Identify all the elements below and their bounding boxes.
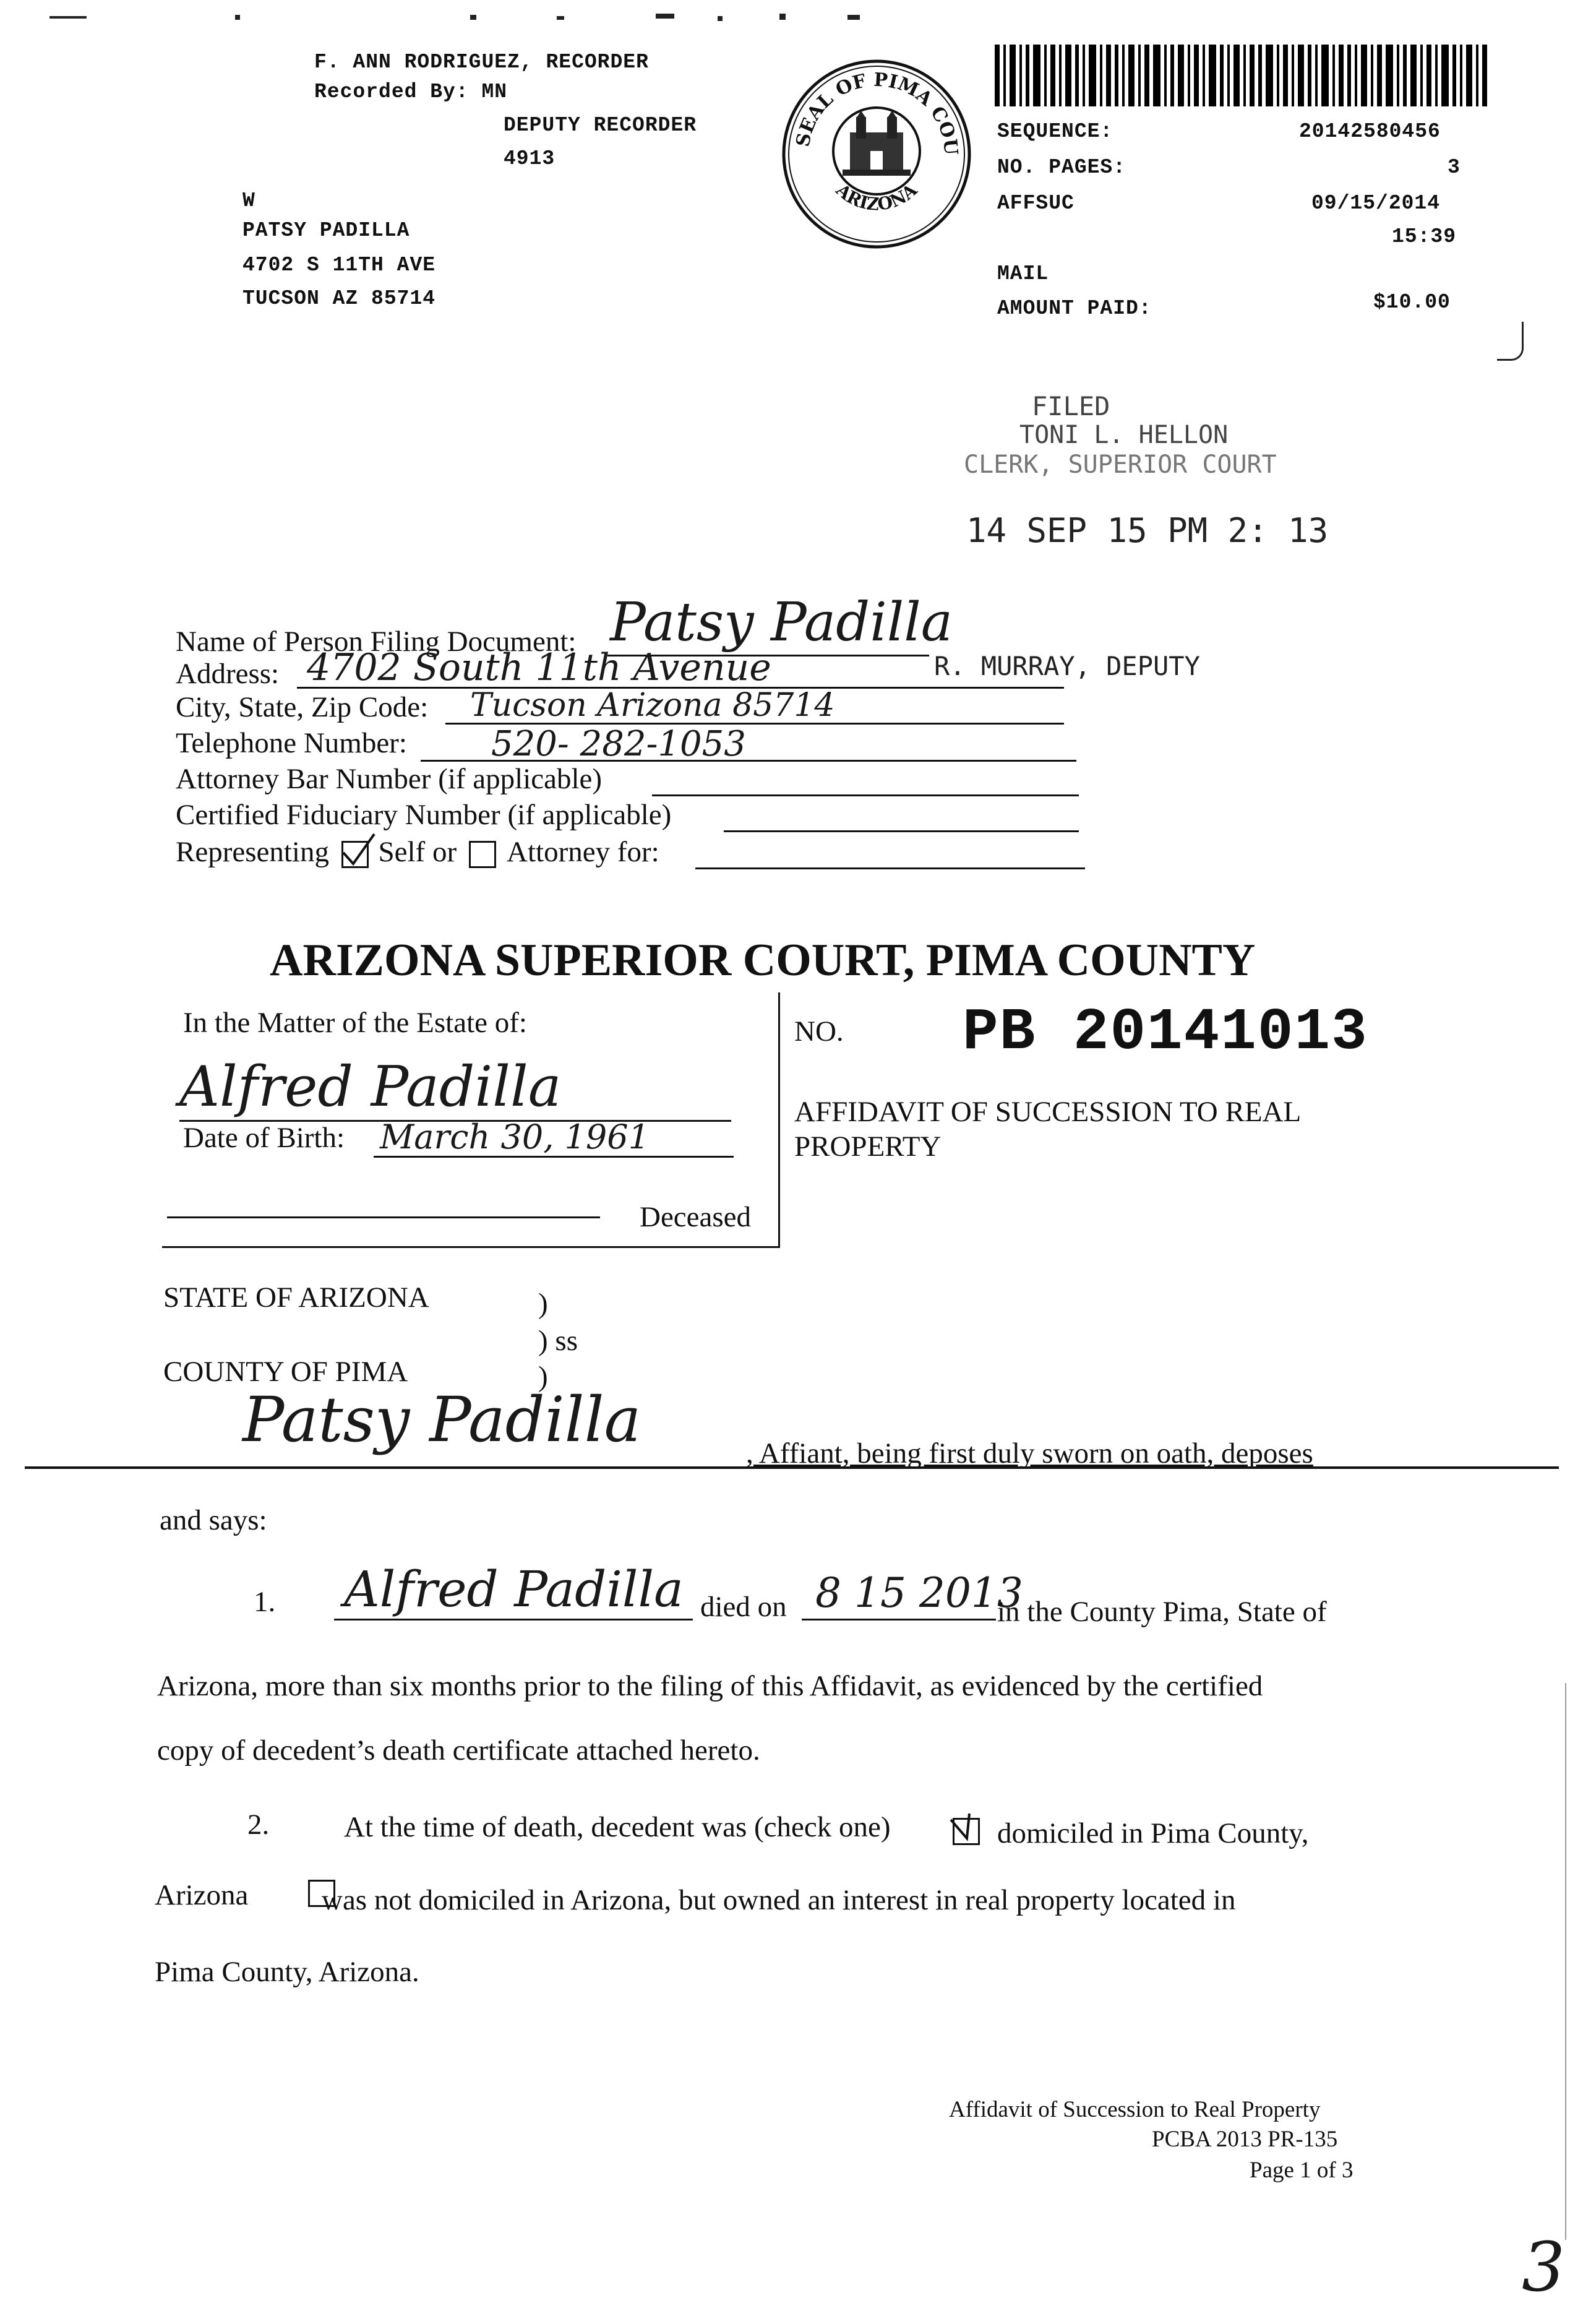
venue-paren1: ) bbox=[538, 1288, 548, 1320]
decedent-name: Alfred Padilla bbox=[179, 1054, 562, 1119]
filer-phone-value: 520- 282-1053 bbox=[491, 724, 746, 764]
filer-phone-line bbox=[421, 760, 1076, 762]
svg-text:ARIZONA bbox=[831, 179, 921, 215]
filed-stamp-line3: CLERK, SUPERIOR COURT bbox=[964, 450, 1277, 479]
footer-line3: Page 1 of 3 bbox=[1250, 2158, 1353, 2183]
filer-phone-label: Telephone Number: bbox=[176, 727, 407, 759]
seal-top-text: SEAL OF PIMA COU bbox=[792, 69, 962, 157]
barcode bbox=[995, 45, 1490, 106]
matter-label: In the Matter of the Estate of: bbox=[183, 1007, 527, 1039]
dob-value: March 30, 1961 bbox=[380, 1117, 650, 1156]
attorney-bar-line bbox=[652, 794, 1079, 796]
recorder-name: F. ANN RODRIGUEZ, RECORDER bbox=[314, 51, 649, 74]
w-mark: W bbox=[242, 189, 255, 212]
scan-margin-line bbox=[1565, 1683, 1566, 2240]
recorded-by: Recorded By: MN bbox=[314, 80, 508, 103]
pages-value: 3 bbox=[1448, 156, 1461, 179]
dob-label: Date of Birth: bbox=[183, 1122, 345, 1154]
filer-name-label: Name of Person Filing Document: bbox=[176, 626, 577, 658]
para1-died-on: died on bbox=[700, 1591, 787, 1623]
corner-page-mark: 3 bbox=[1522, 2227, 1565, 2307]
attorney-checkbox[interactable] bbox=[469, 841, 496, 868]
attorney-for-label: Attorney for: bbox=[507, 836, 659, 868]
doc-title-line2: PROPERTY bbox=[794, 1130, 942, 1163]
para1-name-line bbox=[334, 1619, 693, 1620]
attorney-for-line bbox=[695, 867, 1085, 869]
para1-date-line bbox=[802, 1619, 996, 1620]
doc-title-line1: AFFIDAVIT OF SUCCESSION TO REAL bbox=[794, 1096, 1302, 1128]
sequence-label: SEQUENCE: bbox=[997, 120, 1113, 143]
amount-label: AMOUNT PAID: bbox=[997, 297, 1152, 320]
deputy-title: DEPUTY RECORDER bbox=[504, 114, 697, 137]
para1-date: 8 15 2013 bbox=[815, 1569, 1023, 1617]
filed-stamp-date: 14 SEP 15 PM 2: 13 bbox=[966, 511, 1329, 550]
fiduciary-line bbox=[724, 830, 1079, 832]
mail-label: MAIL bbox=[997, 262, 1049, 285]
scan-edge-marks bbox=[0, 9, 1583, 21]
filer-name-value: Patsy Padilla bbox=[610, 592, 953, 653]
corner-bracket-mark bbox=[1497, 322, 1524, 361]
filer-address-label: Address: bbox=[176, 658, 280, 690]
para2-line1: At the time of death, decedent was (check one) bbox=[344, 1811, 891, 1843]
venue-paren3: ) bbox=[538, 1361, 548, 1393]
para2-number: 2. bbox=[247, 1809, 270, 1841]
self-label: Self or bbox=[378, 836, 457, 868]
para2-line3: Pima County, Arizona. bbox=[155, 1956, 419, 1988]
not-domiciled-label: was not domiciled in Arizona, but owned an interest in real property located in bbox=[322, 1884, 1236, 1916]
recording-date: 09/15/2014 bbox=[1311, 192, 1441, 215]
deputy-number: 4913 bbox=[504, 147, 556, 170]
filed-stamp-line2: TONI L. HELLON bbox=[1019, 421, 1229, 449]
footer-line2: PCBA 2013 PR-135 bbox=[1152, 2127, 1338, 2152]
deceased-label: Deceased bbox=[640, 1201, 752, 1233]
affiant-signature: Patsy Padilla bbox=[242, 1384, 641, 1456]
doc-code: AFFSUC bbox=[997, 192, 1075, 215]
amount-value: $10.00 bbox=[1373, 291, 1451, 314]
return-city: TUCSON AZ 85714 bbox=[242, 287, 436, 310]
case-number: PB 20141013 bbox=[963, 999, 1368, 1066]
dob-line bbox=[374, 1156, 734, 1158]
self-checkbox[interactable] bbox=[341, 841, 369, 868]
filer-deputy-stamp: R. MURRAY, DEPUTY bbox=[934, 651, 1200, 681]
para1-line3: copy of decedent’s death certificate attached hereto. bbox=[157, 1734, 760, 1767]
court-title: ARIZONA SUPERIOR COURT, PIMA COUNTY bbox=[270, 935, 1256, 986]
filer-city-label: City, State, Zip Code: bbox=[176, 691, 429, 723]
para1-rest: in the County Pima, State of bbox=[997, 1596, 1327, 1628]
no-label: NO. bbox=[794, 1015, 844, 1048]
affiant-text: , Affiant, being first duly sworn on oath, deposes bbox=[746, 1437, 1313, 1470]
venue-ss: ) ss bbox=[538, 1325, 578, 1357]
filer-city-value: Tucson Arizona 85714 bbox=[470, 687, 835, 724]
filer-address-value: 4702 South 11th Avenue bbox=[307, 646, 771, 689]
fiduciary-label: Certified Fiduciary Number (if applicable) bbox=[176, 799, 672, 831]
para1-name: Alfred Padilla bbox=[344, 1560, 684, 1618]
pages-label: NO. PAGES: bbox=[997, 156, 1126, 179]
deceased-line bbox=[167, 1216, 600, 1218]
representing-label: Representing bbox=[176, 836, 329, 868]
attorney-bar-label: Attorney Bar Number (if applicable) bbox=[176, 763, 603, 795]
and-says: and says: bbox=[160, 1504, 267, 1536]
return-street: 4702 S 11TH AVE bbox=[242, 254, 436, 277]
recording-time: 15:39 bbox=[1392, 225, 1457, 248]
para1-number: 1. bbox=[254, 1586, 276, 1618]
representing-row bbox=[176, 835, 659, 869]
venue-county: COUNTY OF PIMA bbox=[163, 1356, 408, 1388]
domiciled-pima-checkbox[interactable] bbox=[953, 1818, 980, 1845]
sequence-value: 20142580456 bbox=[1299, 120, 1441, 143]
county-seal bbox=[781, 58, 972, 250]
domiciled-pima-label: domiciled in Pima County, bbox=[997, 1817, 1309, 1849]
venue-state: STATE OF ARIZONA bbox=[163, 1281, 429, 1314]
para2-arizona: Arizona bbox=[155, 1879, 249, 1911]
para1-line2: Arizona, more than six months prior to the filing of this Affidavit, as evidenced by the certified bbox=[157, 1670, 1263, 1702]
seal-bottom-text: ARIZONA bbox=[832, 179, 921, 215]
footer-line1: Affidavit of Succession to Real Property bbox=[949, 2097, 1321, 2122]
return-name: PATSY PADILLA bbox=[242, 219, 410, 242]
filed-stamp-line1: FILED bbox=[1032, 391, 1110, 421]
